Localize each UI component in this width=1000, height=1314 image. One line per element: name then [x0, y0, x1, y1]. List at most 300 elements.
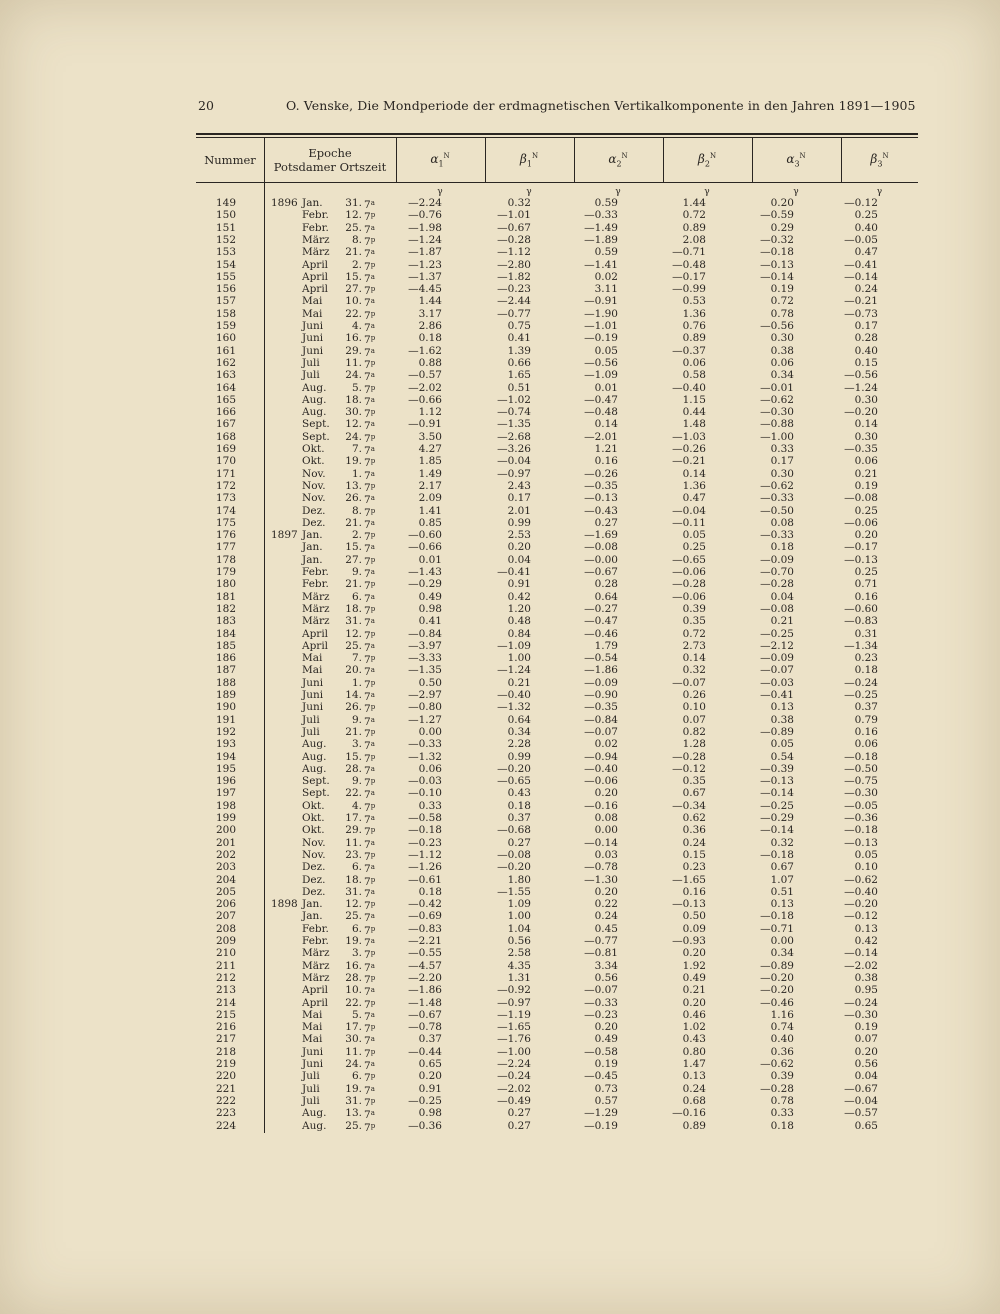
beta2-value: 0.50: [682, 910, 706, 923]
alpha1-value: —0.69: [408, 910, 442, 923]
epoch-day: 13.: [345, 1107, 362, 1120]
alpha1-value: 0.85: [418, 516, 442, 529]
alpha3-value: —0.70: [760, 566, 794, 578]
epoch-time-suffix: a: [370, 223, 375, 232]
epoch-month: April: [302, 639, 329, 652]
epoch-month: Dez.: [302, 885, 326, 898]
table-row: [196, 850, 918, 862]
epoch-time-suffix: p: [370, 1072, 376, 1081]
epoch-month: Sept.: [302, 787, 330, 800]
beta2-value: —0.13: [672, 898, 706, 911]
alpha1-value: —4.57: [408, 959, 442, 972]
alpha2-value: —0.35: [584, 701, 618, 714]
alpha3-value: 0.13: [770, 898, 794, 911]
epoch-month: Febr.: [302, 209, 329, 222]
beta2-value: 0.23: [682, 861, 706, 874]
alpha3-value: —0.28: [760, 1082, 794, 1095]
epoch-month: Dez.: [302, 504, 326, 517]
beta2-value: 1.47: [682, 1058, 706, 1070]
beta2-value: 0.53: [682, 295, 706, 308]
table-row: [196, 776, 918, 788]
alpha2-value: —0.90: [584, 689, 618, 701]
beta2-value: 0.72: [682, 209, 706, 222]
epoch-time: 7$^a$: [364, 764, 375, 777]
alpha2-value: —0.47: [584, 615, 618, 628]
beta3-value: 0.71: [854, 578, 878, 591]
epoch-month: Febr.: [302, 578, 329, 591]
alpha1-symbol: α: [430, 151, 439, 166]
table-row: [196, 813, 918, 825]
beta2-value: 1.02: [682, 1021, 706, 1034]
beta3-value: —0.12: [844, 910, 878, 923]
beta1-value: —0.97: [497, 996, 531, 1009]
alpha3-value: —0.62: [760, 479, 794, 492]
epoch-month: Nov.: [302, 467, 326, 480]
alpha3-value: 0.38: [770, 344, 794, 357]
epoch-day: 13.: [345, 479, 362, 492]
epoch-time-suffix: p: [370, 580, 376, 589]
beta3-value: —0.75: [844, 775, 878, 788]
beta3-value: —0.12: [844, 197, 878, 209]
epoch-month: Juli: [302, 1094, 320, 1107]
epoch-day: 31.: [345, 885, 362, 898]
beta1-value: 2.01: [507, 504, 531, 517]
table-row: [196, 370, 918, 382]
row-number: 206: [216, 898, 237, 911]
row-number: 220: [216, 1070, 237, 1083]
epoch-month: Juni: [302, 320, 324, 332]
beta2-value: —0.21: [672, 455, 706, 468]
alpha1-value: —0.84: [408, 627, 442, 640]
alpha3-value: 0.21: [770, 615, 794, 628]
epoch-time-suffix: p: [370, 432, 376, 441]
beta2-value: —0.40: [672, 381, 706, 394]
table-row: [196, 1010, 918, 1022]
row-number: 155: [216, 270, 237, 283]
table-row: [196, 284, 918, 296]
table-row: [196, 555, 918, 567]
epoch-time: 7$^a$: [364, 420, 375, 433]
beta2-value: —0.16: [672, 1107, 706, 1120]
table-row: [196, 296, 918, 308]
table-row: [196, 530, 918, 542]
epoch-day: 27.: [345, 553, 362, 566]
epoch-time-suffix: a: [370, 1084, 375, 1093]
alpha3-value: —0.41: [760, 689, 794, 701]
alpha2-value: —0.58: [584, 1045, 618, 1058]
row-number: 210: [216, 947, 237, 960]
row-number: 150: [216, 209, 237, 222]
alpha2-value: —0.00: [584, 553, 618, 566]
table-row: [196, 899, 918, 911]
alpha1-value: —0.78: [408, 1021, 442, 1034]
table-row: [196, 358, 918, 370]
epoch-day: 1.: [351, 676, 362, 689]
epoch-time: 7$^p$: [364, 309, 376, 322]
alpha3-value: 0.78: [770, 307, 794, 320]
epoch-day: 22.: [345, 307, 362, 320]
epoch-day: 6.: [351, 861, 362, 874]
epoch-month: Mai: [302, 1021, 323, 1034]
epoch-month: Juli: [302, 1070, 320, 1083]
beta1-value: —1.00: [497, 1045, 531, 1058]
epoch-time-suffix: a: [370, 789, 375, 798]
epoch-time: 7$^p$: [364, 1072, 376, 1085]
row-number: 177: [216, 541, 237, 554]
alpha3-value: —0.25: [760, 627, 794, 640]
beta1-value: —0.74: [497, 406, 531, 419]
header-epoche-line2: Potsdamer Ortszeit: [273, 160, 387, 174]
alpha2-value: 0.45: [594, 922, 618, 935]
row-number: 223: [216, 1107, 237, 1120]
row-number: 165: [216, 393, 237, 406]
epoch-time-suffix: a: [370, 199, 375, 207]
beta3-value: 0.24: [854, 283, 878, 296]
epoch-day: 9.: [351, 713, 362, 726]
beta1-value: 0.84: [507, 627, 531, 640]
beta1-value: —2.02: [497, 1082, 531, 1095]
epoch-time-suffix: a: [370, 814, 375, 822]
row-number: 216: [216, 1021, 237, 1034]
epoch-time: 7$^a$: [364, 641, 375, 654]
beta2-value: 0.43: [682, 1033, 706, 1046]
alpha1-value: 1.49: [418, 467, 442, 480]
alpha3-value: —0.33: [760, 492, 794, 505]
epoch-time: 7$^a$: [364, 1060, 375, 1072]
table-row: [196, 862, 918, 874]
beta2-value: —0.07: [672, 676, 706, 689]
epoch-time-suffix: a: [370, 1109, 375, 1118]
beta3-value: 0.21: [854, 467, 878, 480]
alpha2-value: —0.91: [584, 295, 618, 308]
beta2-value: 0.49: [682, 971, 706, 984]
alpha2-value: 0.02: [594, 270, 618, 283]
alpha1-value: —0.25: [408, 1094, 442, 1107]
table-row: [196, 788, 918, 800]
table-row: [196, 456, 918, 468]
epoch-time-suffix: a: [370, 1035, 375, 1044]
epoch-month: Okt.: [302, 455, 325, 468]
epoch-day: 10.: [345, 984, 362, 997]
beta2-value: 0.89: [682, 332, 706, 345]
beta1-value: —0.92: [497, 984, 531, 997]
alpha1-value: —0.55: [408, 947, 442, 960]
beta3-symbol: β: [870, 151, 878, 166]
table-row: [196, 407, 918, 419]
epoch-month: Jan.: [302, 553, 323, 566]
alpha2-value: —0.94: [584, 750, 618, 763]
epoch-day: 21.: [345, 246, 362, 259]
beta1-value: 0.17: [507, 492, 531, 505]
beta1-value: 0.20: [507, 541, 531, 554]
row-number: 192: [216, 725, 237, 738]
epoch-time-suffix: a: [370, 691, 375, 699]
alpha2-value: 0.64: [594, 590, 618, 603]
epoch-day: 24.: [345, 369, 362, 382]
epoch-month: Aug.: [302, 738, 327, 751]
beta3-value: —0.20: [844, 898, 878, 911]
row-number: 214: [216, 996, 237, 1009]
unit-label: γ: [704, 187, 710, 197]
epoch-time-suffix: p: [370, 949, 376, 958]
epoch-time: 7$^a$: [364, 322, 375, 334]
table-row: [196, 260, 918, 272]
epoch-time-suffix: a: [370, 272, 375, 281]
table-row: [196, 616, 918, 628]
alpha3-value: —0.14: [760, 824, 794, 837]
epoch-time: 7$^a$: [364, 199, 375, 211]
epoch-day: 5.: [351, 1008, 362, 1021]
alpha3-value: 0.04: [770, 590, 794, 603]
alpha1-value: —2.21: [408, 935, 442, 947]
epoch-day: 14.: [345, 689, 362, 701]
unit-label: γ: [876, 187, 883, 197]
row-number: 172: [216, 479, 237, 492]
alpha3-value: 0.36: [770, 1045, 794, 1058]
epoch-time: 7$^p$: [364, 235, 376, 248]
row-number: 209: [216, 935, 237, 947]
alpha1-value: —0.61: [408, 873, 442, 886]
alpha1-value: 0.41: [418, 615, 442, 628]
table-row: [196, 223, 918, 235]
alpha3-value: —0.89: [760, 959, 794, 972]
beta2-value: 1.28: [682, 738, 706, 751]
alpha2-sub: 2: [616, 159, 622, 169]
beta1-value: —0.20: [497, 861, 531, 874]
epoch-time-suffix: p: [370, 1121, 376, 1130]
epoch-day: 19.: [345, 1082, 362, 1095]
table-row: [196, 247, 918, 259]
epoch-month: Juli: [302, 369, 320, 382]
epoch-day: 12.: [345, 418, 362, 431]
epoch-time-suffix: p: [370, 1096, 376, 1105]
epoch-time: 7$^a$: [364, 838, 375, 851]
table-row: [196, 727, 918, 739]
row-number: 166: [216, 406, 237, 419]
row-number: 159: [216, 320, 237, 332]
alpha1-value: —0.23: [408, 836, 442, 849]
alpha2-value: —0.26: [584, 467, 618, 480]
beta1-value: 0.64: [507, 713, 531, 726]
alpha3-value: 0.34: [770, 369, 794, 382]
beta1-value: —0.67: [497, 221, 531, 234]
epoch-month: März: [302, 971, 330, 984]
alpha3-value: 0.17: [770, 455, 794, 468]
row-number: 218: [216, 1045, 237, 1058]
alpha1-value: 0.06: [418, 762, 442, 775]
epoch-time: 7$^a$: [364, 887, 375, 900]
alpha3-value: —0.09: [760, 553, 794, 566]
epoch-time: 7$^p$: [364, 260, 376, 273]
beta2-value: —0.71: [672, 246, 706, 259]
alpha1-value: —1.98: [408, 221, 442, 234]
beta2-value: 0.24: [682, 836, 706, 849]
table-row: [196, 1059, 918, 1071]
table-row: [196, 715, 918, 727]
beta2-value: —0.12: [672, 762, 706, 775]
beta3-value: 0.16: [854, 725, 878, 738]
epoch-time-suffix: a: [370, 764, 375, 773]
row-number: 213: [216, 984, 237, 997]
beta1-value: 0.18: [507, 799, 531, 812]
beta3-value: 0.31: [854, 627, 878, 640]
beta3-value: 0.65: [854, 1119, 878, 1132]
beta2-value: —0.26: [672, 443, 706, 455]
beta1-value: 0.21: [507, 676, 531, 689]
beta3-value: 0.25: [854, 209, 878, 222]
row-number: 208: [216, 922, 237, 935]
beta3-value: 0.25: [854, 504, 878, 517]
epoch-time: 7$^p$: [364, 408, 376, 421]
table-row: [196, 752, 918, 764]
alpha3-value: —0.20: [760, 984, 794, 997]
alpha2-value: 0.59: [594, 246, 618, 259]
beta2-symbol: β: [697, 151, 705, 166]
table-row: [196, 1096, 918, 1108]
epoch-time-suffix: a: [370, 617, 375, 626]
beta1-value: —0.28: [497, 233, 531, 246]
alpha3-value: —0.13: [760, 775, 794, 788]
beta3-value: —0.83: [844, 615, 878, 628]
epoch-time: 7$^a$: [364, 912, 375, 925]
epoch-day: 31.: [345, 1094, 362, 1107]
beta3-value: —0.06: [844, 516, 878, 529]
epoch-day: 26.: [345, 492, 362, 505]
alpha3-value: —0.62: [760, 393, 794, 406]
epoch-day: 9.: [351, 775, 362, 788]
epoch-month: Mai: [302, 1008, 323, 1021]
alpha1-value: —0.60: [408, 529, 442, 542]
beta1-value: 2.28: [507, 738, 531, 751]
epoch-time: 7$^p$: [364, 752, 376, 765]
epoch-day: 19.: [345, 455, 362, 468]
divider: [396, 138, 397, 182]
beta3-value: 0.17: [854, 320, 878, 332]
alpha3-value: 0.51: [770, 885, 794, 898]
epoch-time: 7$^p$: [364, 531, 376, 544]
alpha2-value: 0.05: [594, 344, 618, 357]
alpha2-value: 0.27: [594, 516, 618, 529]
table-row: [196, 678, 918, 690]
table-row: [196, 665, 918, 677]
row-number: 217: [216, 1033, 237, 1046]
epoch-day: 25.: [345, 910, 362, 923]
beta1-value: 0.42: [507, 590, 531, 603]
epoch-time-suffix: p: [370, 703, 376, 712]
epoch-day: 11.: [345, 1045, 362, 1058]
epoch-time: 7$^p$: [364, 481, 376, 494]
alpha1-value: —0.58: [408, 812, 442, 824]
beta2-value: 0.06: [682, 356, 706, 369]
table-row: [196, 506, 918, 518]
alpha1-value: 3.17: [418, 307, 442, 320]
beta1-value: —2.68: [497, 430, 531, 443]
epoch-month: Juni: [302, 1045, 324, 1058]
beta1-value: —1.01: [497, 209, 531, 222]
alpha1-value: 3.50: [418, 430, 442, 443]
alpha2-value: —1.30: [584, 873, 618, 886]
alpha2-value: —0.06: [584, 775, 618, 788]
beta2-value: 0.80: [682, 1045, 706, 1058]
table-row: [196, 395, 918, 407]
data-table: [196, 133, 918, 1143]
epoch-month: Juli: [302, 725, 320, 738]
epoch-day: 11.: [345, 836, 362, 849]
epoch-time-suffix: a: [370, 543, 375, 552]
epoch-time-suffix: p: [370, 309, 376, 318]
table-row: [196, 801, 918, 813]
alpha2-value: —0.19: [584, 1119, 618, 1132]
alpha2-value: —1.09: [584, 369, 618, 382]
table-row: [196, 1084, 918, 1096]
alpha3-value: —0.09: [760, 652, 794, 665]
epoch-month: Nov.: [302, 479, 326, 492]
epoch-day: 25.: [345, 1119, 362, 1132]
beta1-value: 0.75: [507, 320, 531, 332]
epoch-month: Juli: [302, 713, 320, 726]
epoch-time-suffix: p: [370, 383, 376, 392]
epoch-month: Juni: [302, 701, 324, 714]
beta2-value: 0.44: [682, 406, 706, 419]
epoch-time-suffix: a: [370, 1060, 375, 1068]
alpha3-value: 0.34: [770, 947, 794, 960]
beta2-value: 0.25: [682, 541, 706, 554]
beta1-value: —1.65: [497, 1021, 531, 1034]
beta2-value: 0.68: [682, 1094, 706, 1107]
epoch-day: 29.: [345, 344, 362, 357]
alpha2-value: —0.07: [584, 984, 618, 997]
alpha2-value: —0.45: [584, 1070, 618, 1083]
beta2-value: 0.89: [682, 1119, 706, 1132]
beta2-value: 0.76: [682, 320, 706, 332]
beta3-value: —1.24: [844, 381, 878, 394]
epoch-time: 7$^p$: [364, 678, 376, 691]
alpha1-sup: N: [443, 151, 450, 160]
alpha2-value: 0.19: [594, 1058, 618, 1070]
row-number: 190: [216, 701, 237, 714]
beta2-value: —0.06: [672, 590, 706, 603]
beta2-value: 0.62: [682, 812, 706, 824]
table-row: [196, 481, 918, 493]
epoch-time: 7$^p$: [364, 285, 376, 298]
alpha2-value: —1.41: [584, 258, 618, 271]
epoch-month: Febr.: [302, 935, 329, 947]
epoch-day: 24.: [345, 1058, 362, 1070]
row-number: 196: [216, 775, 237, 788]
alpha1-value: 0.98: [418, 602, 442, 615]
beta2-value: 1.92: [682, 959, 706, 972]
epoch-day: 10.: [345, 295, 362, 308]
alpha1-sub: 1: [438, 159, 444, 169]
row-number: 207: [216, 910, 237, 923]
beta1-value: 0.34: [507, 725, 531, 738]
epoch-time: 7$^a$: [364, 346, 375, 359]
epoch-month: April: [302, 270, 329, 283]
alpha2-value: —0.77: [584, 935, 618, 947]
epoch-time-suffix: a: [370, 371, 375, 380]
beta1-value: 0.27: [507, 1119, 531, 1132]
beta2-value: 1.36: [682, 479, 706, 492]
epoch-time: 7$^a$: [364, 445, 375, 457]
epoch-time-suffix: p: [370, 235, 376, 244]
alpha2-value: —0.09: [584, 676, 618, 689]
alpha2-value: —1.29: [584, 1107, 618, 1120]
alpha1-value: —0.29: [408, 578, 442, 591]
alpha2-value: 0.73: [594, 1082, 618, 1095]
row-number: 174: [216, 504, 237, 517]
epoch-time-suffix: p: [370, 457, 376, 466]
epoch-year: 1897: [271, 529, 298, 542]
